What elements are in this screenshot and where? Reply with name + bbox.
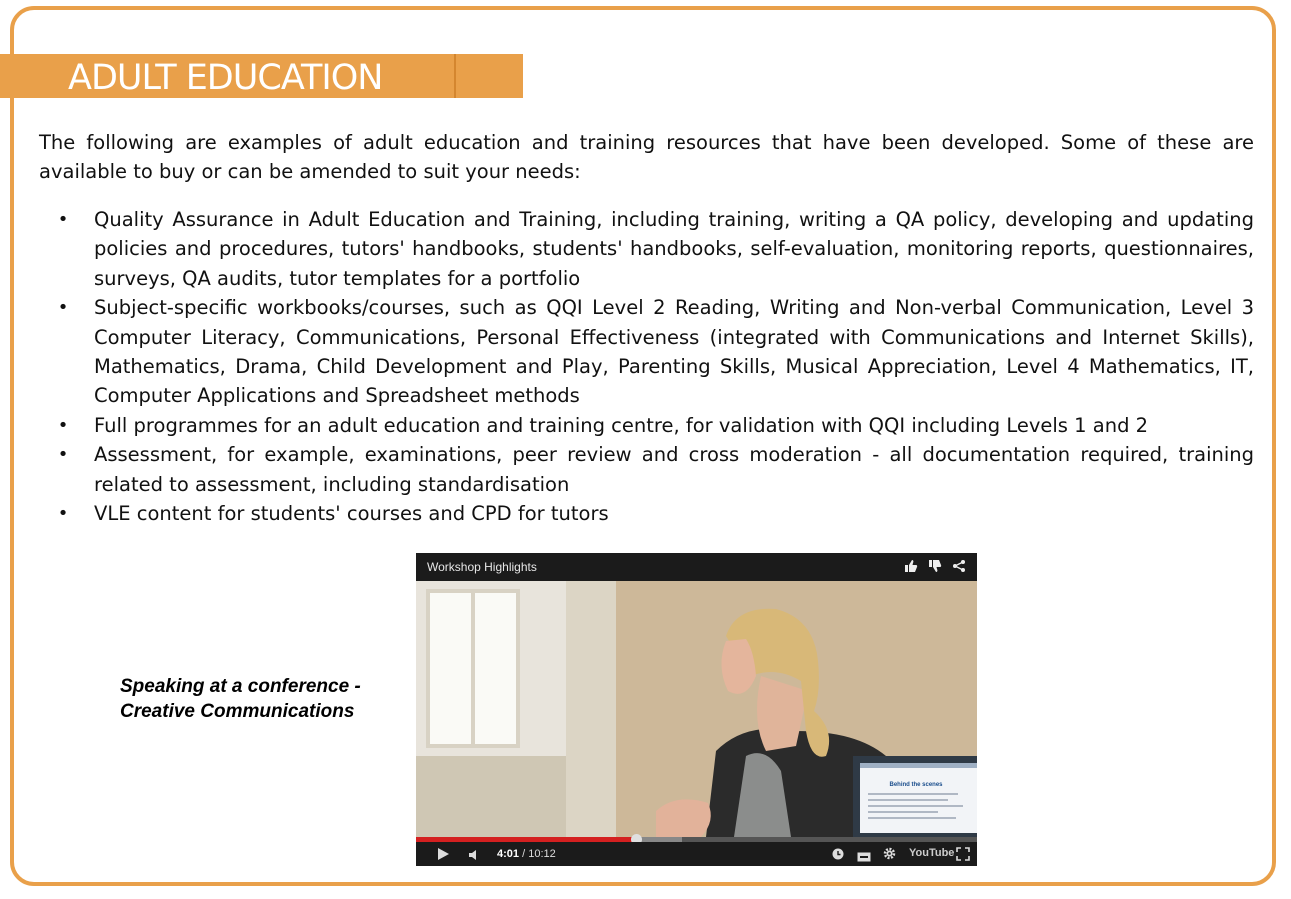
video-title[interactable]: Workshop Highlights <box>427 560 537 574</box>
bullet-icon: • <box>57 297 69 319</box>
list-item <box>39 293 1254 411</box>
page-title: ADULT EDUCATION <box>68 58 383 98</box>
screen-heading: Behind the scenes <box>889 782 943 788</box>
caption-line-1: Speaking at a conference - <box>120 676 361 697</box>
resource-list <box>39 205 1254 528</box>
list-item <box>39 205 1254 293</box>
clock-icon[interactable] <box>832 847 844 865</box>
bullet-icon: • <box>57 444 69 466</box>
intro-paragraph: The following are examples of adult education and training resources that have been developed. Some of these are available to buy or can be amended to suit your needs: <box>39 131 1254 183</box>
header-stripe <box>454 54 456 98</box>
video-total-time: / 10:12 <box>522 848 556 860</box>
captions-icon[interactable] <box>857 849 871 866</box>
video-caption <box>120 674 400 724</box>
list-item <box>39 411 1254 440</box>
caption-line-2: Creative Communications <box>120 701 355 722</box>
settings-gear-icon[interactable] <box>882 846 897 866</box>
list-item-text: VLE content for students' courses and CPD for tutors <box>94 502 609 526</box>
play-icon[interactable] <box>436 847 450 866</box>
volume-icon[interactable] <box>468 848 480 866</box>
thumbs-up-icon[interactable] <box>903 559 919 575</box>
list-item <box>39 499 1254 528</box>
video-top-bar <box>416 553 977 581</box>
list-item-text: Full programmes for an adult education and training centre, for validation with QQI including Levels 1 and 2 <box>94 413 1149 437</box>
list-item-text: Assessment, for example, examinations, peer review and cross moderation - all documentation required, training related to assessment, including standardisation <box>94 443 1254 496</box>
video-current-time: 4:01 <box>497 848 520 860</box>
video-player[interactable] <box>416 553 977 866</box>
fullscreen-icon[interactable] <box>956 847 970 866</box>
youtube-logo[interactable]: YouTube <box>909 847 955 859</box>
bullet-icon: • <box>57 414 69 436</box>
video-control-bar <box>416 842 977 866</box>
video-frame[interactable] <box>416 581 977 837</box>
video-time <box>497 842 556 866</box>
list-item-text: Subject-specific workbooks/courses, such as QQI Level 2 Reading, Writing and Non-verbal Communication, Level 3 Computer Literacy, Communications, Personal Effectiveness (integrated with Communications and Internet Skills), Mathematics, Drama, Child Development and Play, Parenting Skills, Musical Appreciation, Level 4 Mathematics, IT, Computer Applications and Spreadsheet methods <box>94 296 1254 408</box>
bullet-icon: • <box>57 209 69 230</box>
list-item <box>39 440 1254 499</box>
thumbs-down-icon[interactable] <box>927 559 943 575</box>
share-icon[interactable] <box>951 559 967 575</box>
list-item-text: Quality Assurance in Adult Education and Training, including training, writing a QA policy, developing and updating policies and procedures, tutors' handbooks, students' handbooks, self-evaluation, monitoring reports, questionnaires, surveys, QA audits, tutor templates for a portfolio <box>94 208 1254 290</box>
bullet-icon: • <box>57 503 69 525</box>
